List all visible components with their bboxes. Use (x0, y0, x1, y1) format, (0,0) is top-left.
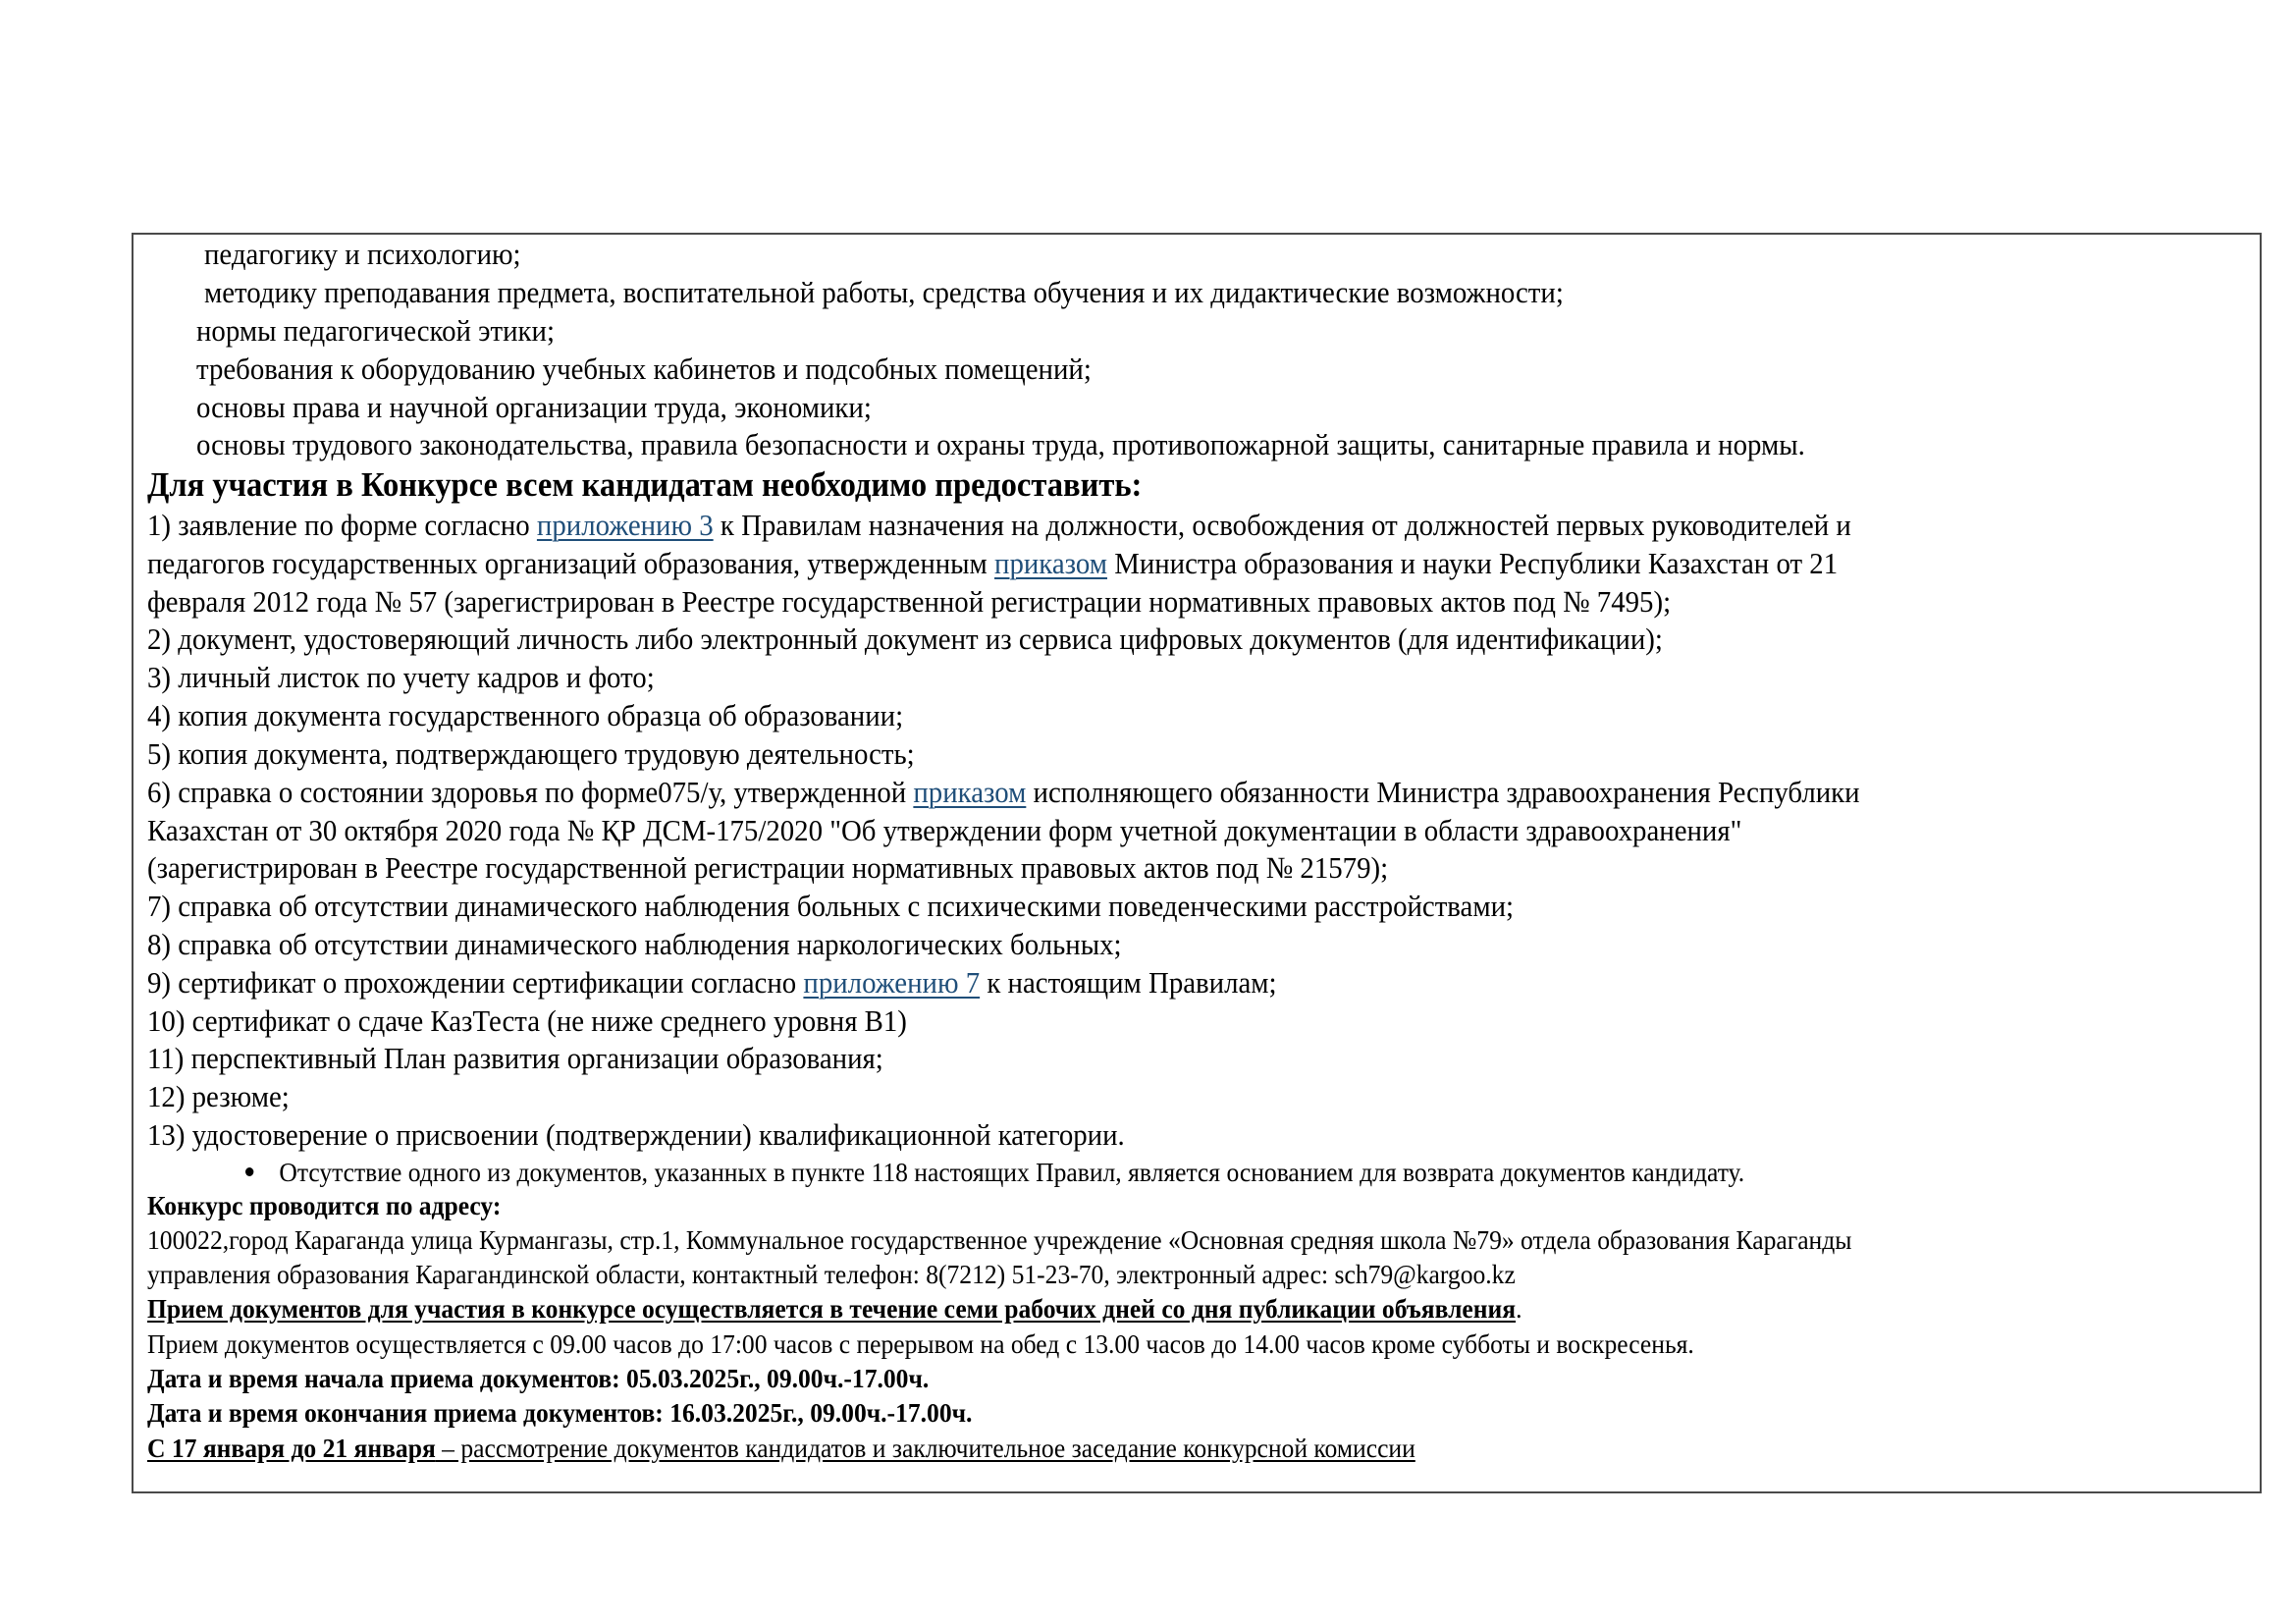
appendix-3-link[interactable]: приложению 3 (536, 508, 714, 542)
acceptance-period (147, 1295, 1522, 1323)
acceptance-hours: Прием документов осуществляется с 09.00 часов до 17:00 часов с перерывом на обед с 13.00 часов до 14.00 часов кроме субботы и воскресенья. (147, 1328, 1694, 1359)
review-schedule (147, 1435, 1415, 1462)
bullet-icon (245, 1167, 253, 1176)
item-text: педагогов государственных организаций образования, утвержденным (147, 546, 995, 580)
item-text: к настоящим Правилам; (980, 965, 1277, 1000)
requirement-item-7: 7) справка об отсутствии динамического наблюдения больных с психическими поведенческими расстройствами; (147, 889, 1515, 923)
acceptance-period-text: Прием документов для участия в конкурсе осуществляется в течение семи рабочих дней со дня публикации объявления (147, 1293, 1517, 1324)
requirement-item-6 (147, 777, 1860, 807)
requirements-heading: Для участия в Конкурсе всем кандидатам необходимо предоставить: (147, 465, 1143, 504)
knowledge-item: педагогику и психологию; (204, 237, 521, 271)
requirement-item-13: 13) удостоверение о присвоении (подтверждении) квалификационной категории. (147, 1117, 1125, 1152)
requirement-item-6-line-2: Казахстан от 30 октября 2020 года № ҚР ДСМ-175/2020 "Об утверждении форм учетной документации в области здравоохранения" (147, 813, 1742, 847)
acceptance-period-end: . (1516, 1293, 1522, 1324)
address-line-2: управления образования Карагандинской области, контактный телефон: 8(7212) 51-23-70, электронный адрес: sch79@kargoo.kz (147, 1259, 1516, 1289)
bullet-note-text: Отсутствие одного из документов, указанных в пункте 118 настоящих Правил, является основанием для возврата документов кандидату. (279, 1157, 1745, 1187)
knowledge-item: методику преподавания предмета, воспитательной работы, средства обучения и их дидактические возможности; (204, 275, 1564, 309)
address-heading: Конкурс проводится по адресу: (147, 1190, 502, 1220)
requirement-item-8: 8) справка об отсутствии динамического наблюдения наркологических больных; (147, 927, 1122, 961)
start-date: Дата и время начала приема документов: 05.03.2025г., 09.00ч.-17.00ч. (147, 1363, 930, 1393)
requirement-item-6-line-3: (зарегистрирован в Реестре государственной регистрации нормативных правовых актов под № 21579); (147, 850, 1389, 885)
item-text: исполняющего обязанности Министра здравоохранения Республики (1026, 775, 1860, 809)
knowledge-item: основы права и научной организации труда, экономики; (196, 390, 872, 424)
review-text: – рассмотрение документов кандидатов и заключительное заседание конкурсной комиссии (435, 1433, 1415, 1463)
item-text: к Правилам назначения на должности, освобождения от должностей первых руководителей и (713, 508, 1851, 542)
knowledge-item: требования к оборудованию учебных кабинетов и подсобных помещений; (196, 352, 1092, 386)
appendix-7-link[interactable]: приложению 7 (803, 965, 981, 1000)
requirement-item-9 (147, 967, 1277, 998)
item-text: Министра образования и науки Республики Казахстан от 21 (1106, 546, 1839, 580)
health-order-link[interactable]: приказом (913, 775, 1027, 809)
bullet-note (245, 1159, 1744, 1186)
requirement-item-10: 10) сертификат о сдаче КазТеста (не ниже среднего уровня В1) (147, 1003, 907, 1038)
review-dates: С 17 января до 21 января (147, 1433, 436, 1463)
requirement-item-5: 5) копия документа, подтверждающего трудовую деятельность; (147, 736, 915, 771)
knowledge-item: основы трудового законодательства, правила безопасности и охраны труда, противопожарной защиты, санитарные правила и нормы. (196, 427, 1805, 461)
requirement-item-11: 11) перспективный План развития организации образования; (147, 1041, 883, 1075)
requirement-item-1-line-3: февраля 2012 года № 57 (зарегистрирован в Реестре государственной регистрации нормативных правовых актов под № 7495); (147, 584, 1672, 619)
end-date: Дата и время окончания приема документов: 16.03.2025г., 09.00ч.-17.00ч. (147, 1397, 973, 1428)
item-text: 1) заявление по форме согласно (147, 508, 537, 542)
order-link[interactable]: приказом (994, 546, 1107, 580)
knowledge-item: нормы педагогической этики; (196, 313, 555, 348)
item-text: 9) сертификат о прохождении сертификации согласно (147, 965, 804, 1000)
requirement-item-2: 2) документ, удостоверяющий личность либо электронный документ из сервиса цифровых документов (для идентификации); (147, 622, 1663, 656)
item-text: 6) справка о состоянии здоровья по форме075/у, утвержденной (147, 775, 914, 809)
requirement-item-12: 12) резюме; (147, 1079, 290, 1113)
requirement-item-4: 4) копия документа государственного образца об образовании; (147, 698, 904, 732)
requirement-item-3: 3) личный листок по учету кадров и фото; (147, 660, 655, 694)
requirement-item-1 (147, 510, 1851, 540)
requirement-item-1-line-2 (147, 548, 1838, 578)
address-line-1: 100022,город Караганда улица Курмангазы, стр.1, Коммунальное государственное учреждение «Основная средняя школа №79» отдела образования Караганды (147, 1224, 1852, 1255)
